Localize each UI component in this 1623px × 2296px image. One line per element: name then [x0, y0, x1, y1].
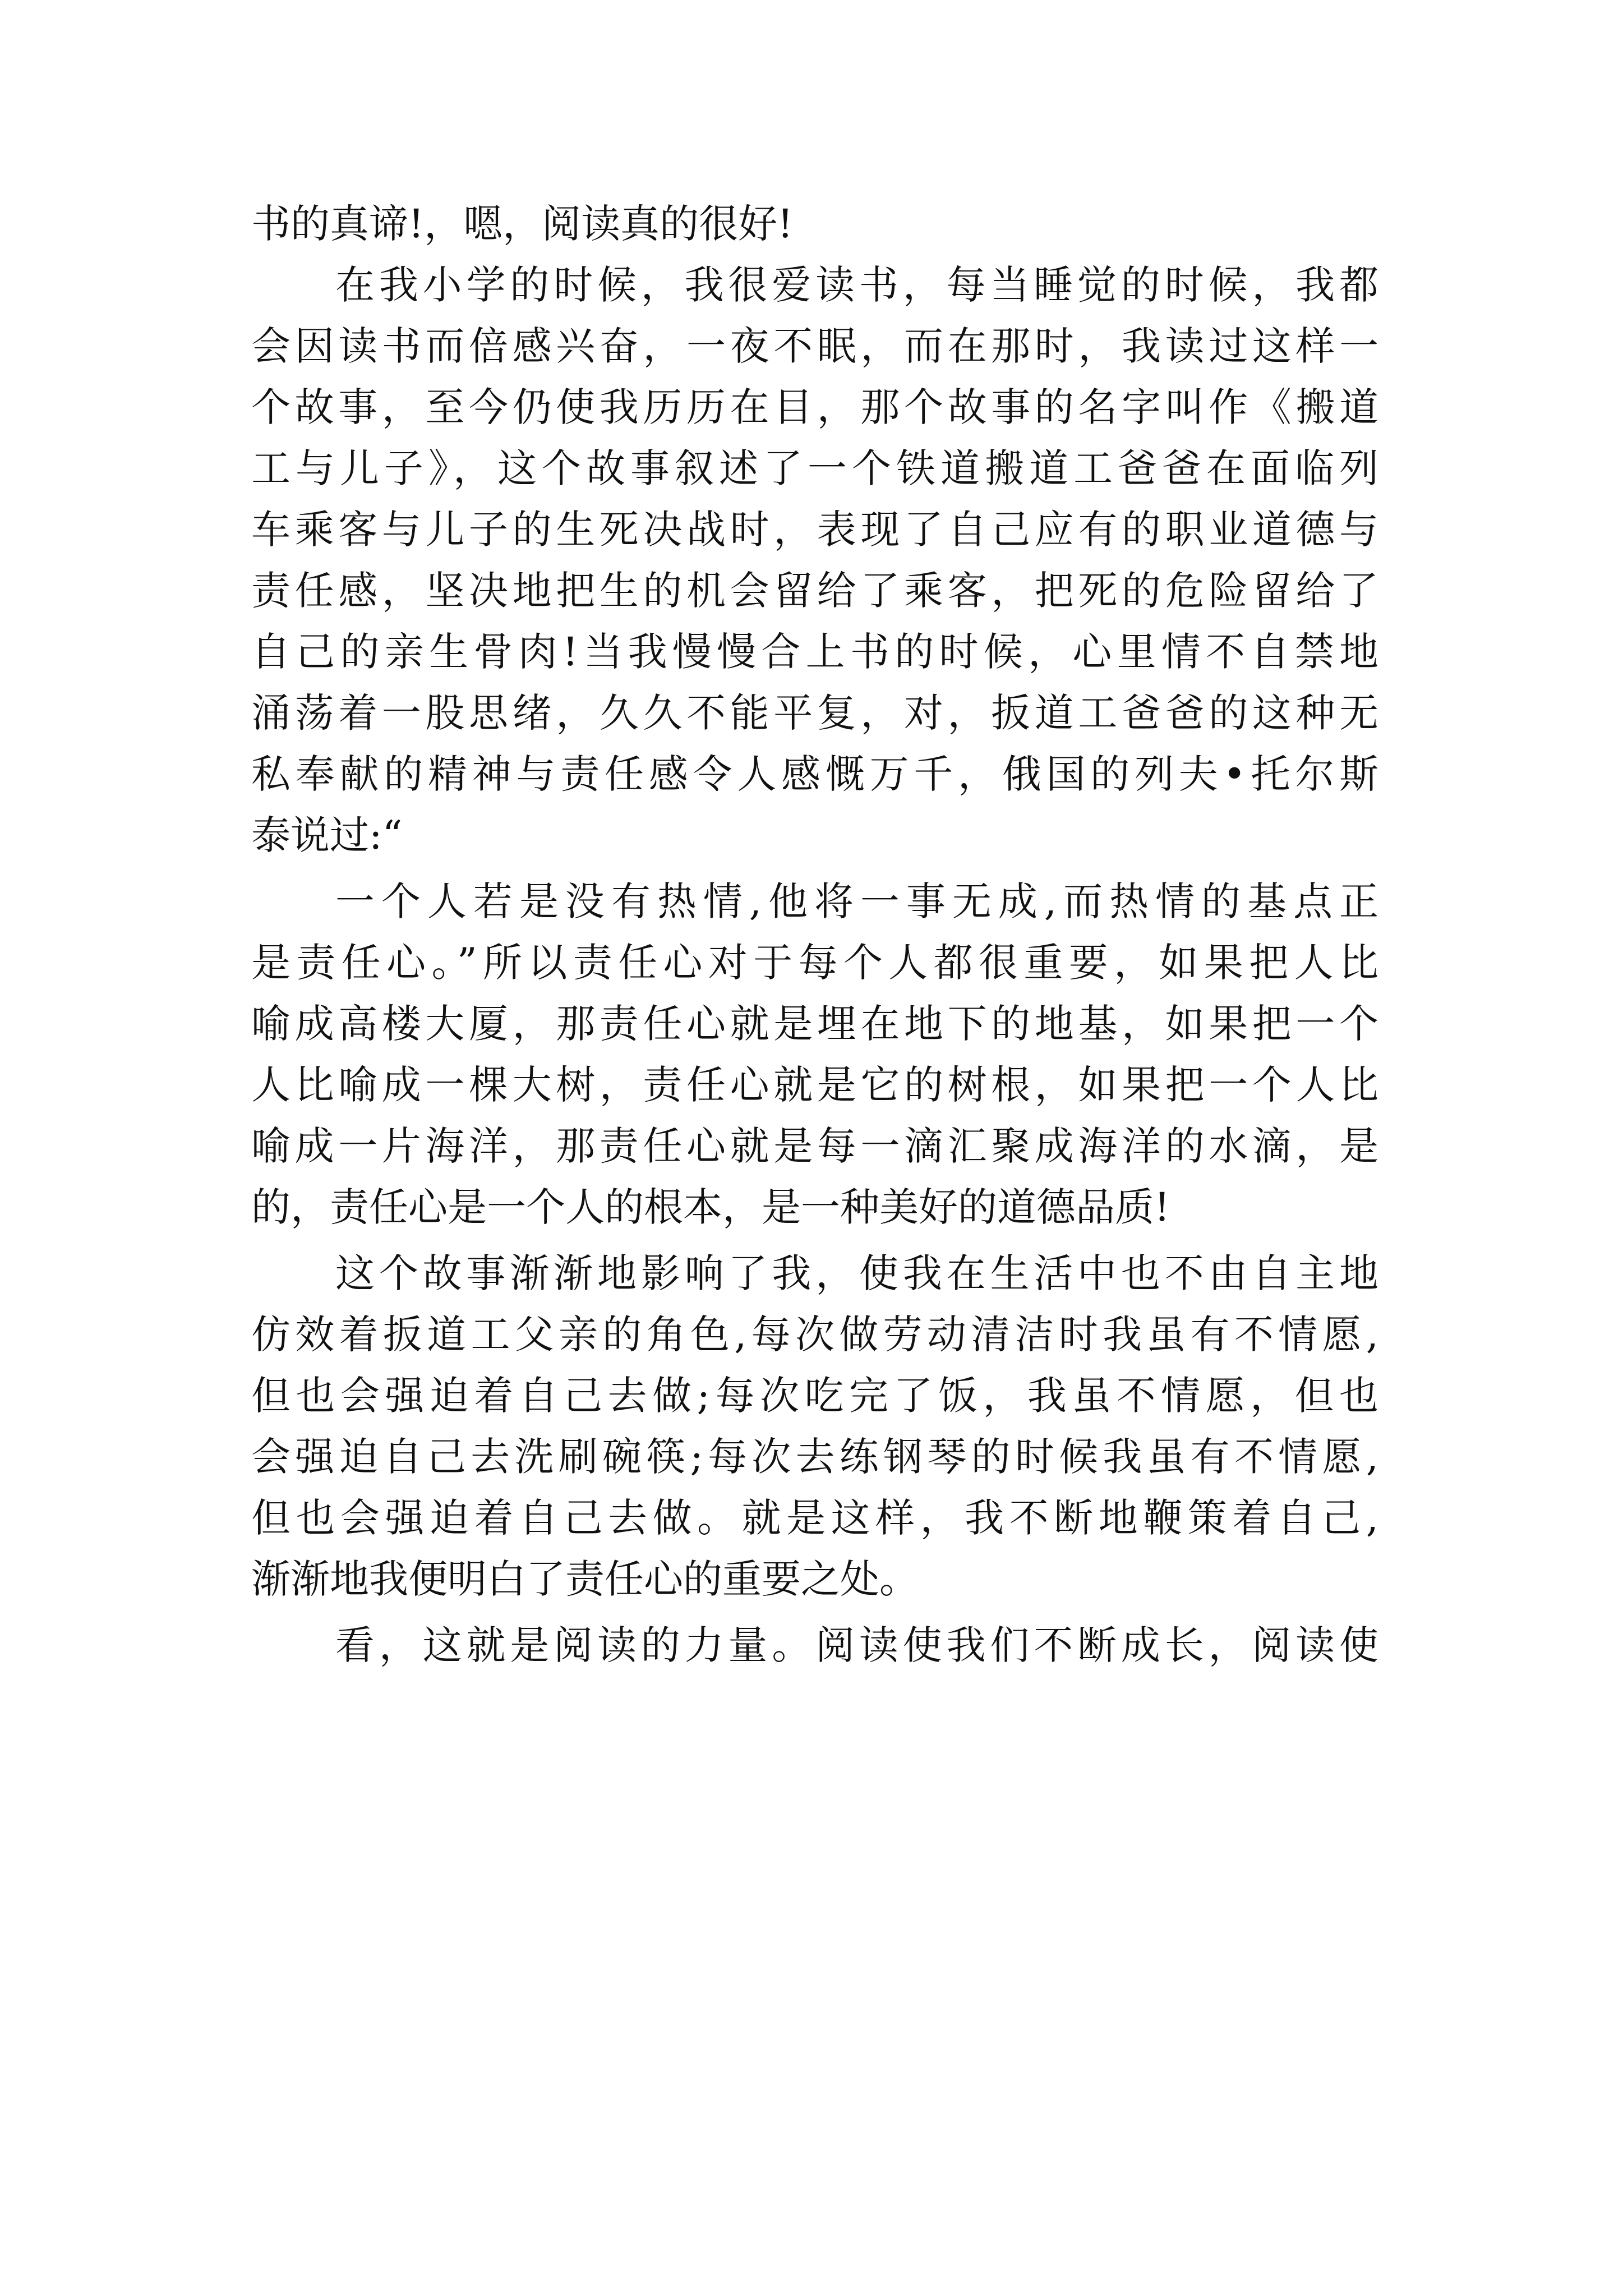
text-line: 一个人若是没有热情,他将一事无成,而热情的基点正: [335, 878, 1378, 924]
paragraph-4: [251, 1243, 1378, 1610]
text-line: 仿效着扳道工父亲的角色,每次做劳动清洁时我虽有不情愿,: [251, 1312, 1378, 1358]
text-line: 的，责任心是一个人的根本，是一种美好的道德品质!: [251, 1184, 1170, 1230]
text-line: 责任感，坚决地把生的机会留给了乘客，把死的危险留给了: [251, 568, 1378, 614]
text-line: 书的真谛!，嗯，阅读真的很好!: [251, 201, 794, 247]
text-line: 但也会强迫着自己去做。就是这样，我不断地鞭策着自己,: [251, 1495, 1378, 1541]
text-line: 车乘客与儿子的生死决战时，表现了自己应有的职业道德与: [251, 507, 1378, 553]
text-line: 会强迫自己去洗刷碗筷;每次去练钢琴的时候我虽有不情愿,: [251, 1434, 1378, 1480]
text-line: 这个故事渐渐地影响了我，使我在生活中也不由自主地: [335, 1250, 1378, 1296]
text-line: 工与儿子》，这个故事叙述了一个铁道搬道工爸爸在面临列: [251, 445, 1378, 491]
paragraph-3: [251, 871, 1378, 1238]
text-line: 涌荡着一股思绪，久久不能平复，对，扳道工爸爸的这种无: [251, 690, 1378, 736]
paragraph-5: [251, 1615, 1378, 1676]
text-line: 个故事，至今仍使我历历在目，那个故事的名字叫作《搬道: [251, 384, 1378, 430]
paragraph-2: [251, 255, 1378, 866]
text-line: 在我小学的时候，我很爱读书，每当睡觉的时候，我都: [335, 262, 1378, 308]
body-text: [251, 194, 1378, 1676]
text-line: 但也会强迫着自己去做;每次吃完了饭，我虽不情愿，但也: [251, 1373, 1378, 1419]
text-line: 会因读书而倍感兴奋，一夜不眠，而在那时，我读过这样一: [251, 323, 1378, 369]
text-line: 人比喻成一棵大树，责任心就是它的树根，如果把一个人比: [251, 1062, 1378, 1108]
text-line: 私奉献的精神与责任感令人感慨万千，俄国的列夫•托尔斯: [251, 751, 1378, 797]
text-line: 是责任心。”所以责任心对于每个人都很重要，如果把人比: [251, 940, 1378, 986]
text-line: 喻成高楼大厦，那责任心就是埋在地下的地基，如果把一个: [251, 1001, 1378, 1047]
text-line: 看，这就是阅读的力量。阅读使我们不断成长，阅读使: [335, 1622, 1378, 1668]
text-line: 喻成一片海洋，那责任心就是每一滴汇聚成海洋的水滴，是: [251, 1123, 1378, 1169]
text-line: 渐渐地我便明白了责任心的重要之处。: [251, 1556, 919, 1602]
text-line: 自己的亲生骨肉!当我慢慢合上书的时候，心里情不自禁地: [251, 629, 1378, 675]
paragraph-1: [251, 194, 1378, 255]
text-line: 泰说过:“: [251, 812, 403, 858]
